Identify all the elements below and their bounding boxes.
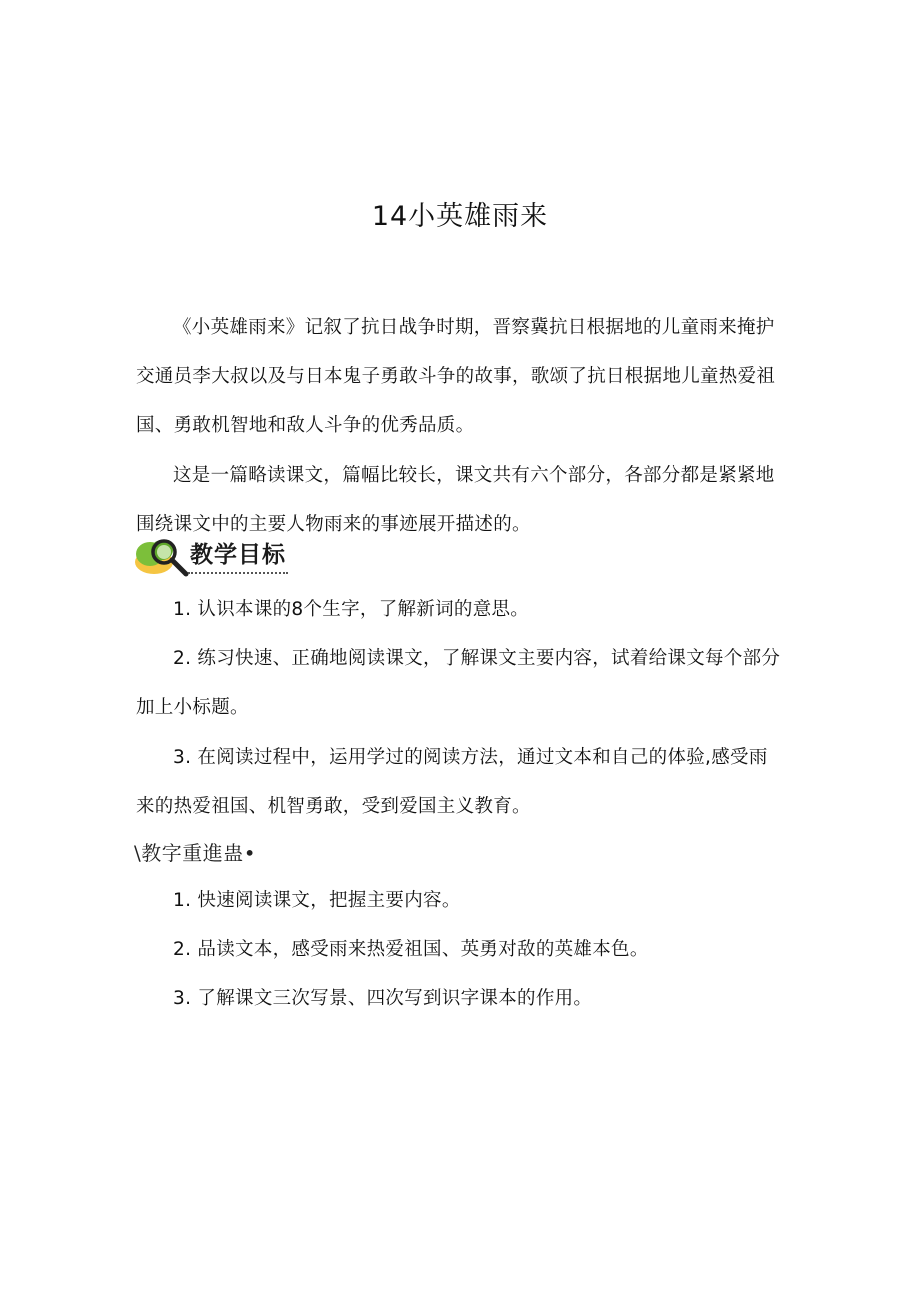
goals-heading-text: 教学目标 bbox=[190, 542, 286, 568]
goal-item-3: 3. 在阅读过程中，运用学过的阅读方法，通过文本和自己的体验,感受雨来的热爱祖国、机智勇敢，受到爱国主义教育。 bbox=[136, 747, 768, 817]
key-item-1: 1. 快速阅读课文，把握主要内容。 bbox=[173, 890, 461, 911]
intro-paragraph-1: 《小英雄雨来》记叙了抗日战争时期，晋察冀抗日根据地的儿童雨来掩护交通员李大叔以及与日本鬼子勇敢斗争的故事，歌颂了抗日根据地儿童热爱祖国、勇敢机智地和敌人斗争的优秀品质。 bbox=[136, 317, 776, 436]
key-item-2: 2. 品读文本，感受雨来热爱祖国、英勇对敌的英雄本色。 bbox=[173, 939, 649, 960]
goal-item-2: 2. 练习快速、正确地阅读课文，了解课文主要内容，试着给课文每个部分加上小标题。 bbox=[136, 648, 781, 718]
intro-paragraph-2: 这是一篇略读课文，篇幅比较长，课文共有六个部分，各部分都是紧紧地围绕课文中的主要人物雨来的事迹展开描述的。 bbox=[136, 465, 775, 535]
goal-item-1: 1. 认识本课的8个生字，了解新词的意思。 bbox=[173, 599, 530, 620]
heading-underline bbox=[188, 572, 288, 574]
key-item-3: 3. 了解课文三次写景、四次写到识字课本的作用。 bbox=[173, 988, 593, 1009]
magnifier-leaf-icon bbox=[134, 532, 190, 580]
key-points-heading: \教字重進蛊• bbox=[134, 841, 257, 865]
page-title: 14小英雄雨来 bbox=[371, 201, 549, 232]
goals-section-heading bbox=[134, 532, 294, 582]
